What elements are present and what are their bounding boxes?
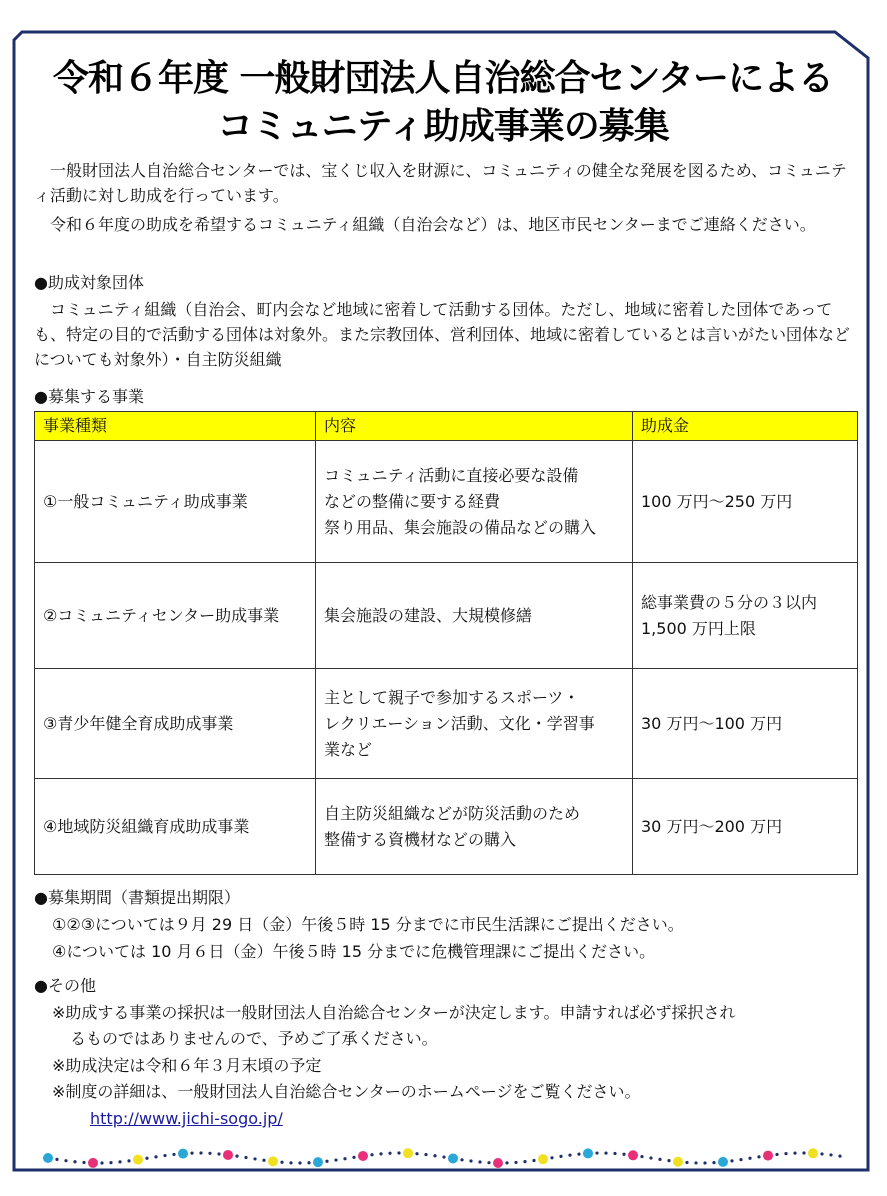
decorative-dot: [838, 1155, 841, 1158]
decorative-dot: [154, 1155, 157, 1158]
decorative-dot: [358, 1151, 368, 1161]
row-amount: [633, 441, 858, 563]
table-row: [35, 779, 858, 875]
table-header-row: [35, 412, 858, 441]
content-line: 主として親子で参加するスポーツ・: [324, 687, 580, 707]
decorative-dot: [829, 1153, 832, 1156]
header-type: 事業種類: [35, 412, 316, 441]
content-line: 自主防災組織などが防災活動のため: [324, 803, 581, 823]
decorative-dot: [784, 1152, 787, 1155]
decorative-dot: [568, 1154, 571, 1157]
content-line: 祭り用品、集会施設の備品などの購入: [324, 517, 597, 537]
decorative-dot: [298, 1161, 301, 1164]
decorative-dot: [538, 1154, 548, 1164]
decorative-dot: [280, 1161, 283, 1164]
row-content: [316, 441, 633, 563]
decorative-dot: [163, 1154, 166, 1157]
amount-line: 100 万円～250 万円: [641, 491, 793, 511]
decorative-dot: [505, 1161, 508, 1164]
decorative-dot: [379, 1152, 382, 1155]
decorative-dot: [667, 1159, 670, 1162]
decorative-dot: [478, 1160, 481, 1163]
decorative-dot: [718, 1157, 728, 1167]
header-amount: 助成金: [633, 412, 858, 441]
decorative-dot: [640, 1155, 643, 1158]
decorative-dot: [82, 1161, 85, 1164]
amount-line: 総事業費の５分の３以内: [641, 592, 818, 612]
decorative-dot: [343, 1157, 346, 1160]
decorative-dot: [199, 1151, 202, 1154]
content-line: レクリエーション活動、文化・学習事: [324, 713, 595, 733]
decorative-dot: [550, 1156, 553, 1159]
decorative-dot: [325, 1160, 328, 1163]
projects-heading: ●募集する事業: [34, 387, 144, 406]
decorative-dot: [820, 1152, 823, 1155]
row-amount: [633, 779, 858, 875]
decorative-dot: [469, 1159, 472, 1162]
decorative-dot: [532, 1159, 535, 1162]
decorative-dot: [403, 1148, 413, 1158]
content-line: 整備する資機材などの購入: [324, 829, 517, 849]
decorative-dot: [673, 1157, 683, 1167]
decorative-dot: [178, 1149, 188, 1159]
page-title-line2: コミュニティ助成事業の募集: [217, 106, 669, 147]
decorative-dot: [703, 1161, 706, 1164]
decorative-dot: [487, 1161, 490, 1164]
decorative-dot: [43, 1153, 53, 1163]
decorative-dot: [448, 1153, 458, 1163]
decorative-dot: [595, 1151, 598, 1154]
period-line-2: ④については 10 月６日（金）午後５時 15 分までに危機管理課にご提出ください。: [52, 942, 656, 961]
decorative-dot: [748, 1157, 751, 1160]
decorative-dot: [109, 1161, 112, 1164]
table-row: [35, 441, 858, 563]
row-type: ③青少年健全育成助成事業: [35, 669, 316, 779]
decorative-dot: [223, 1150, 233, 1160]
decorative-dot: [628, 1150, 638, 1160]
decorative-dot: [397, 1151, 400, 1154]
row-type: ④地域防災組織育成助成事業: [35, 779, 316, 875]
decorative-dot: [658, 1158, 661, 1161]
decorative-dot: [514, 1161, 517, 1164]
decorative-dot: [694, 1161, 697, 1164]
decorative-dot: [802, 1151, 805, 1154]
decorative-dot: [460, 1158, 463, 1161]
intro-paragraph-1: 一般財団法人自治総合センターでは、宝くじ収入を財源に、コミュニティの健全な発展を図るため、コミュニティ活動に対し助成を行っています。: [34, 161, 847, 205]
decorative-dot: [730, 1159, 733, 1162]
decorative-dot: [289, 1161, 292, 1164]
decorative-dot: [313, 1157, 323, 1167]
decorative-dot: [133, 1155, 143, 1165]
decorative-dot: [244, 1156, 247, 1159]
projects-table: [34, 411, 858, 875]
decorative-dot: [583, 1148, 593, 1158]
other-heading: ●その他: [34, 976, 96, 995]
decorative-dot: [73, 1160, 76, 1163]
decorative-dot: [424, 1153, 427, 1156]
decorative-dot: [388, 1152, 391, 1155]
decorative-dot: [100, 1161, 103, 1164]
other-note-2: ※助成決定は令和６年３月末頃の予定: [52, 1056, 322, 1075]
decorative-dot: [307, 1161, 310, 1164]
other-note-3: ※制度の詳細は、一般財団法人自治総合センターのホームページをご覧ください。: [52, 1082, 641, 1101]
decorative-dot: [262, 1159, 265, 1162]
decorative-dot: [757, 1155, 760, 1158]
decorative-dot: [613, 1152, 616, 1155]
decorative-dot: [127, 1159, 130, 1162]
intro-paragraph-2: 令和６年度の助成を希望するコミュニティ組織（自治会など）は、地区市民センターまでご連絡ください。: [34, 215, 816, 234]
period-heading: ●募集期間（書類提出期限）: [34, 888, 240, 907]
row-content: [316, 563, 633, 669]
row-amount: [633, 563, 858, 669]
decorative-dot: [268, 1156, 278, 1166]
decorative-dot: [433, 1154, 436, 1157]
decorative-dot: [604, 1151, 607, 1154]
row-amount: [633, 669, 858, 779]
content-line: コミュニティ活動に直接必要な設備: [324, 465, 579, 485]
other-note-1b: るものではありませんので、予めご了承ください。: [70, 1029, 438, 1048]
decorative-dot: [64, 1159, 67, 1162]
decorative-dot: [739, 1158, 742, 1161]
row-content: [316, 779, 633, 875]
row-type: ②コミュニティセンター助成事業: [35, 563, 316, 669]
decorative-dot: [685, 1161, 688, 1164]
decorative-dot-border: [43, 1148, 842, 1168]
decorative-dot: [649, 1156, 652, 1159]
decorative-dot: [172, 1153, 175, 1156]
content-line: 業など: [324, 739, 373, 759]
decorative-dot: [415, 1152, 418, 1155]
decorative-dot: [775, 1153, 778, 1156]
decorative-dot: [370, 1153, 373, 1156]
decorative-dot: [235, 1155, 238, 1158]
decorative-dot: [493, 1158, 503, 1168]
decorative-dot: [523, 1160, 526, 1163]
decorative-dot: [712, 1161, 715, 1164]
row-content: [316, 669, 633, 779]
homepage-link[interactable]: http://www.jichi-sogo.jp/: [90, 1109, 283, 1128]
amount-line: 1,500 万円上限: [641, 618, 756, 638]
target-heading: ●助成対象団体: [34, 273, 144, 292]
decorative-dot: [55, 1158, 58, 1161]
decorative-dot: [793, 1152, 796, 1155]
amount-line: 30 万円～100 万円: [641, 713, 783, 733]
amount-line: 30 万円～200 万円: [641, 816, 783, 836]
content-line: などの整備に要する経費: [324, 491, 501, 511]
decorative-dot: [442, 1155, 445, 1158]
decorative-dot: [559, 1155, 562, 1158]
decorative-dot: [118, 1160, 121, 1163]
target-body: コミュニティ組織（自治会、町内会など地域に密着して活動する団体。ただし、地域に密着した団体であっても、特定の目的で活動する団体は対象外。また宗教団体、営利団体、地域に密着しているとは言いがたい団体などについても対象外）・自主防災組織: [34, 300, 851, 369]
decorative-dot: [217, 1152, 220, 1155]
page-title-line1: 令和６年度 一般財団法人自治総合センターによる: [52, 58, 834, 99]
decorative-dot: [622, 1153, 625, 1156]
decorative-dot: [88, 1158, 98, 1168]
decorative-dot: [352, 1156, 355, 1159]
period-line-1: ①②③については９月 29 日（金）午後５時 15 分までに市民生活課にご提出ください。: [52, 915, 684, 934]
table-row: [35, 563, 858, 669]
decorative-dot: [190, 1152, 193, 1155]
decorative-dot: [208, 1152, 211, 1155]
table-row: [35, 669, 858, 779]
decorative-dot: [763, 1151, 773, 1161]
decorative-dot: [577, 1153, 580, 1156]
decorative-dot: [253, 1157, 256, 1160]
header-content: 内容: [316, 412, 633, 441]
content-line: 集会施設の建設、大規模修繕: [324, 605, 533, 625]
decorative-dot: [808, 1148, 818, 1158]
decorative-dot: [145, 1157, 148, 1160]
other-note-1a: ※助成する事業の採択は一般財団法人自治総合センターが決定します。申請すれば必ず採択され: [52, 1003, 736, 1022]
decorative-dot: [334, 1158, 337, 1161]
row-type: ①一般コミュニティ助成事業: [35, 441, 316, 563]
